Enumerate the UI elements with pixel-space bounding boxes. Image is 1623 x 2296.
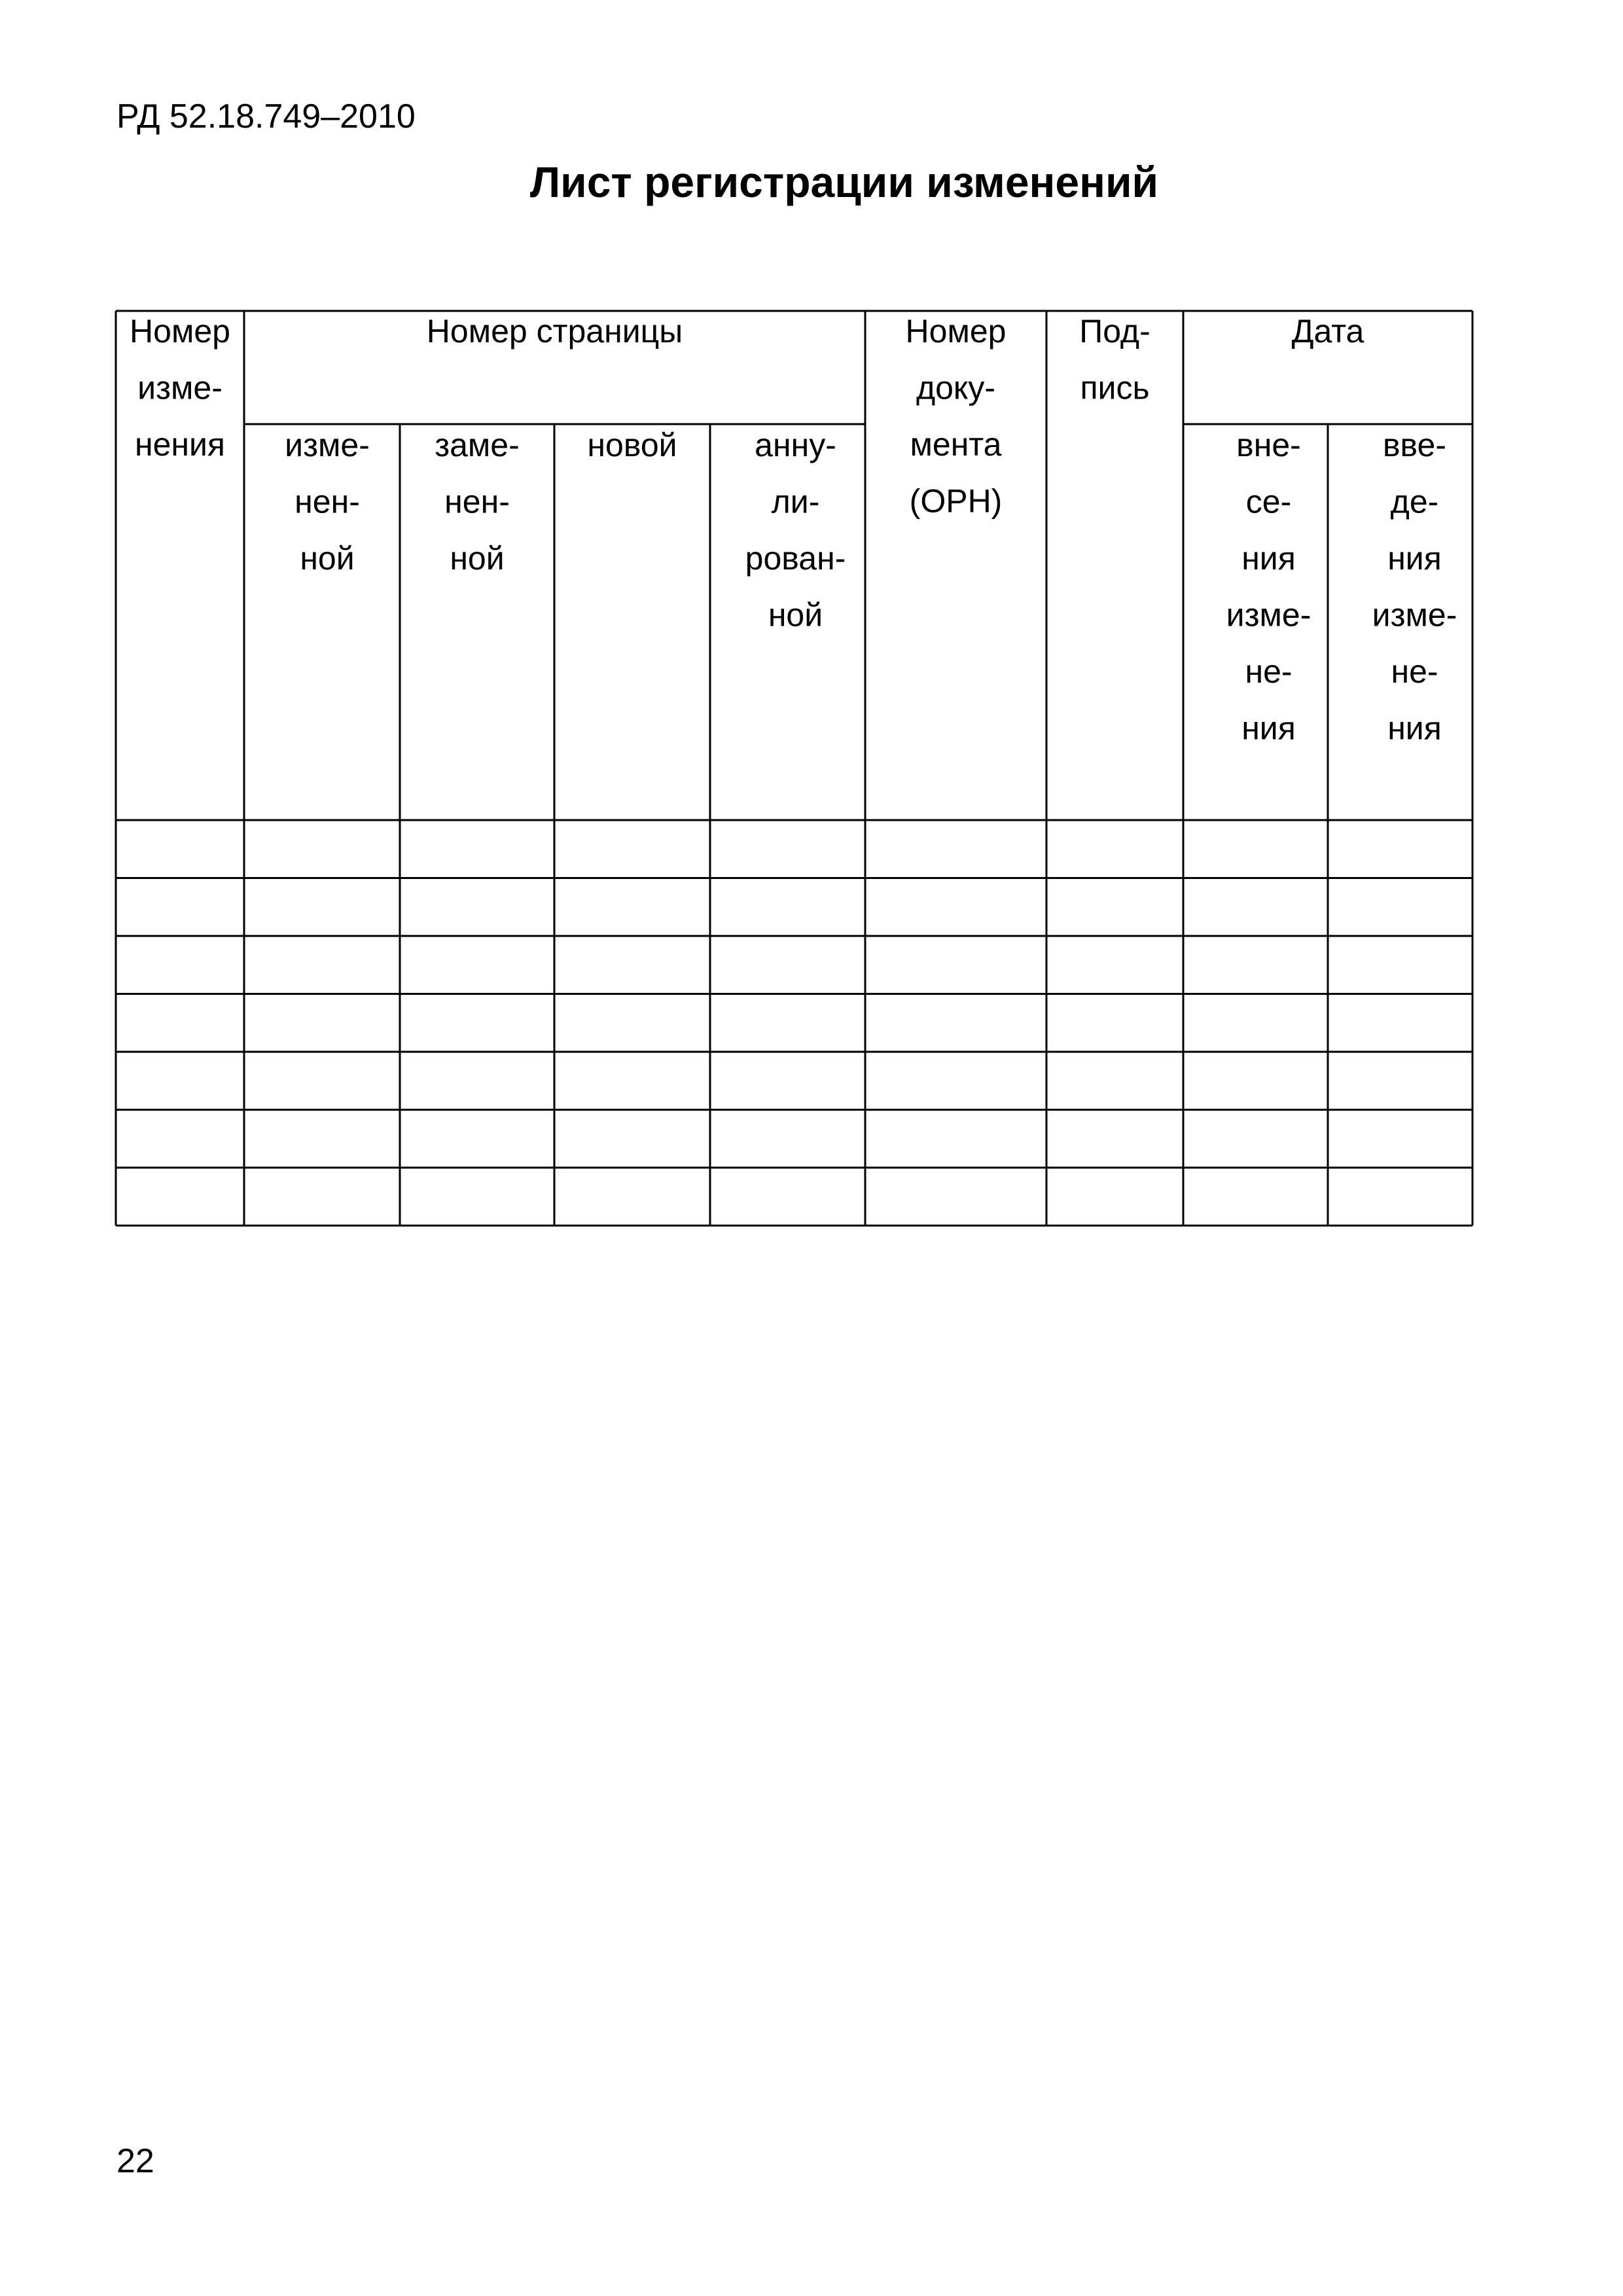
table-row bbox=[116, 820, 1472, 878]
header-document-number: мента bbox=[910, 426, 1002, 463]
header-date-effective: ния bbox=[1387, 709, 1442, 747]
header-changed-page: изме- bbox=[285, 427, 370, 463]
header-date-effective: ния bbox=[1387, 540, 1442, 577]
header-change-number: нения bbox=[134, 426, 226, 463]
header-change-number: Номер bbox=[130, 313, 230, 350]
page-number: 22 bbox=[116, 2142, 154, 2180]
header-date-entry: вне- bbox=[1236, 427, 1301, 463]
header-document-number: доку- bbox=[916, 369, 996, 406]
header-new-page: новой bbox=[587, 427, 677, 463]
header-date-effective: не- bbox=[1391, 653, 1438, 690]
header-date-entry: ния bbox=[1241, 540, 1296, 577]
header-replaced-page: ной bbox=[450, 540, 505, 577]
header-date-effective: изме- bbox=[1372, 596, 1457, 634]
table-row bbox=[116, 994, 1472, 1052]
header-annulled-page: ли- bbox=[771, 483, 820, 520]
header-annulled-page: ной bbox=[768, 596, 823, 634]
header-date-effective: вве- bbox=[1382, 427, 1447, 463]
table-row bbox=[116, 1168, 1472, 1226]
table-row bbox=[116, 878, 1472, 937]
header-date-entry: не- bbox=[1245, 653, 1293, 690]
table-row bbox=[116, 1052, 1472, 1110]
header-page-number-group: Номер страницы bbox=[426, 313, 683, 350]
header-date-group: Дата bbox=[1291, 313, 1364, 350]
table-headers bbox=[130, 313, 1457, 747]
document-code: РД 52.18.749–2010 bbox=[116, 98, 416, 135]
header-change-number: изме- bbox=[137, 369, 223, 406]
header-date-entry: ния bbox=[1241, 709, 1296, 747]
header-document-number: Номер bbox=[905, 313, 1007, 350]
header-date-entry: се- bbox=[1245, 483, 1292, 520]
table-row bbox=[116, 936, 1472, 994]
table-body bbox=[116, 820, 1472, 1226]
header-signature: Под- bbox=[1079, 313, 1150, 350]
table-row bbox=[116, 1110, 1472, 1168]
header-changed-page: ной bbox=[300, 540, 355, 577]
header-replaced-page: нен- bbox=[444, 483, 510, 520]
header-document-number: (ОРН) bbox=[909, 482, 1003, 520]
header-annulled-page: анну- bbox=[755, 427, 836, 463]
page-title: Лист регистрации изменений bbox=[529, 158, 1159, 206]
header-signature: пись bbox=[1080, 369, 1150, 406]
header-annulled-page: рован- bbox=[745, 540, 846, 577]
header-date-effective: де- bbox=[1390, 483, 1439, 520]
header-changed-page: нен- bbox=[294, 483, 360, 520]
header-date-entry: изме- bbox=[1226, 596, 1311, 634]
header-replaced-page: заме- bbox=[435, 427, 520, 463]
